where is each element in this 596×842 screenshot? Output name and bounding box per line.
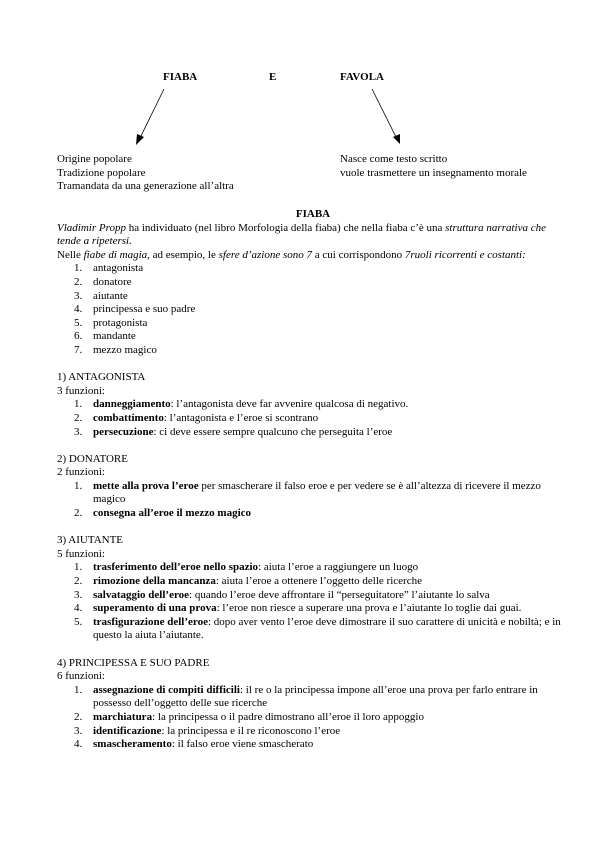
list-item: 2. combattimento: l’antagonista e l’eroe si scontrano [74, 411, 319, 424]
section-heading: 3) AIUTANTE [57, 534, 124, 547]
function-count: 3 funzioni: [57, 384, 105, 397]
list-item: 3. salvataggio dell’eroe: quando l’eroe deve affrontare il “perseguitatore” l’aiutante lo salva [74, 588, 490, 601]
role-label: antagonista [93, 262, 144, 275]
arrows-diagram [0, 0, 596, 160]
functions-list [57, 398, 569, 439]
list-item: 2. marchiatura: la principessa o il padre dimostrano all’eroe il loro appoggio [74, 710, 424, 723]
fiaba-heading: FIABA [163, 71, 198, 83]
list-item: 3. identificazione: la principessa e il re riconoscono l’eroe [74, 724, 341, 737]
role-label: principessa e suo padre [93, 303, 196, 316]
roles-list [57, 262, 569, 357]
function-desc: : il re o la principessa impone all’eroe una prova per farlo entrare in possesso dell’oggetto delle sue ricerche [93, 683, 538, 710]
list-item: 3. aiutante [74, 289, 128, 302]
list-item: 5. trasfigurazione dell’eroe: dopo aver vento l’eroe deve dimostrare il suo carattere di unicità e nobiltà; e in questo la aiuta l’aiutante. [74, 615, 561, 642]
list-item: 5. protagonista [74, 316, 148, 329]
function-name: identificazione [93, 724, 162, 737]
function-desc: : la principessa o il padre dimostrano all’eroe il loro appoggio [152, 710, 424, 723]
function-name: smascheramento [93, 738, 172, 751]
intro-italic: 7ruoli ricorrenti e costanti: [404, 248, 526, 261]
function-name: consegna all’eroe il mezzo magico [93, 507, 252, 520]
function-name: salvataggio dell’eroe [93, 588, 190, 601]
list-item: 1. antagonista [74, 262, 144, 275]
list-item: 7. mezzo magico [74, 343, 157, 356]
list-item: 1. mette alla prova l’eroe per smascherare il falso eroe e per vedere se è all’altezza di ricevere il mezzo magico [74, 479, 541, 506]
function-count: 5 funzioni: [57, 547, 105, 560]
function-name: trasfigurazione dell’eroe [93, 615, 208, 628]
intro-italic: sfere d’azione sono 7 [218, 248, 313, 261]
list-item: 1. assegnazione di compiti difficili: il re o la principessa impone all’eroe una prova per farlo entrare in possesso dell’oggetto delle sue ricerche [74, 683, 538, 710]
section-heading: 4) PRINCIPESSA E SUO PADRE [57, 656, 210, 669]
intro-italic: struttura narrativa che tende a ripetersi. [57, 221, 546, 248]
function-desc: : l’eroe non riesce a superare una prova e l’aiutante lo toglie dai guai. [216, 602, 522, 615]
favola-traits [340, 153, 527, 180]
function-desc: : ci deve essere sempre qualcuno che perseguita l’eroe [153, 425, 393, 438]
function-name: rimozione della mancanza [93, 575, 216, 588]
list-item: 2. donatore [74, 275, 132, 288]
role-label: aiutante [93, 289, 128, 302]
functions-list [57, 480, 569, 521]
connector-e: E [269, 71, 277, 83]
right-arrow-head [393, 134, 400, 144]
intro-text: Nelle [57, 248, 84, 261]
fiaba-trait: Origine popolare [57, 153, 132, 165]
function-name: superamento di una prova [93, 602, 217, 615]
role-label: mandante [93, 330, 136, 343]
fiaba-trait: Tramandata da una generazione all’altra [57, 180, 234, 193]
function-desc: : aiuta l’eroe a raggiungere un luogo [258, 561, 419, 574]
list-item: 3. persecuzione: ci deve essere sempre qualcuno che perseguita l’eroe [74, 425, 393, 438]
section-heading: 1) ANTAGONISTA [57, 371, 146, 384]
function-count: 2 funzioni: [57, 466, 105, 479]
list-item: 1. danneggiamento: l’antagonista deve far avvenire qualcosa di negativo. [74, 398, 409, 411]
intro-italic: fiabe di magia [83, 248, 148, 261]
intro-text: a cui corrispondono [312, 248, 405, 261]
list-item: 2. rimozione della mancanza: aiuta l’eroe a ottenere l’oggetto delle ricerche [74, 575, 422, 588]
function-desc: per smascherare il falso eroe e per vedere se è all’altezza di ricevere il mezzo magico [93, 479, 541, 506]
fiaba-trait: Tradizione popolare [57, 166, 146, 179]
main-content [57, 208, 569, 752]
left-arrow-line [140, 89, 164, 138]
function-desc: : aiuta l’eroe a ottenere l’oggetto delle ricerche [215, 575, 422, 588]
intro-text: ha individuato (nel libro Morfologia della fiaba) che nella fiaba c’è una [125, 221, 446, 234]
function-name: marchiatura [93, 710, 153, 723]
function-name: persecuzione [93, 425, 154, 438]
function-name: mette alla prova l’eroe [93, 479, 199, 492]
fiaba-traits [57, 153, 234, 194]
list-item: 1. trasferimento dell’eroe nello spazio: aiuta l’eroe a raggiungere un luogo [74, 561, 419, 574]
function-name: assegnazione di compiti difficili [93, 683, 240, 696]
functions-list [57, 561, 569, 643]
section-title: FIABA [295, 208, 331, 220]
function-name: trasferimento dell’eroe nello spazio [93, 561, 259, 574]
function-desc: : il falso eroe viene smascherato [171, 738, 314, 751]
intro-paragraph-1 [57, 222, 569, 249]
function-name: danneggiamento [93, 398, 171, 411]
function-desc: : la principessa e il re riconoscono l’eroe [161, 724, 341, 737]
list-item: 4. principessa e suo padre [74, 303, 196, 316]
intro-paragraph-2 [57, 249, 569, 263]
author-name: Vladimir Propp [57, 221, 126, 234]
intro-text: , ad esempio, le [147, 248, 219, 261]
list-item: 2. consegna all’eroe il mezzo magico [74, 507, 252, 520]
function-count: 6 funzioni: [57, 670, 105, 683]
function-desc: : dopo aver vento l’eroe deve dimostrare il suo carattere di unicità e nobiltà; e in questo la aiuta l’aiutante. [93, 615, 561, 642]
right-arrow-line [372, 89, 396, 137]
function-desc: : quando l’eroe deve affrontare il “perseguitatore” l’aiutante lo salva [189, 588, 490, 601]
role-label: donatore [93, 275, 132, 288]
favola-trait: Nasce come testo scritto [340, 153, 448, 165]
section-heading: 2) DONATORE [57, 452, 128, 465]
list-item: 4. superamento di una prova: l’eroe non riesce a superare una prova e l’aiutante lo toglie dai guai. [74, 602, 522, 615]
favola-trait: vuole trasmettere un insegnamento morale [340, 166, 527, 179]
function-desc: : l’antagonista e l’eroe si scontrano [163, 411, 319, 424]
role-label: protagonista [93, 316, 148, 329]
left-arrow-head [136, 134, 144, 145]
favola-heading: FAVOLA [340, 71, 384, 83]
function-desc: : l’antagonista deve far avvenire qualcosa di negativo. [170, 398, 409, 411]
list-item: 6. mandante [74, 330, 136, 343]
functions-list [57, 684, 569, 752]
list-item: 4. smascheramento: il falso eroe viene smascherato [74, 738, 314, 751]
function-name: combattimento [93, 411, 164, 424]
role-label: mezzo magico [93, 343, 157, 356]
